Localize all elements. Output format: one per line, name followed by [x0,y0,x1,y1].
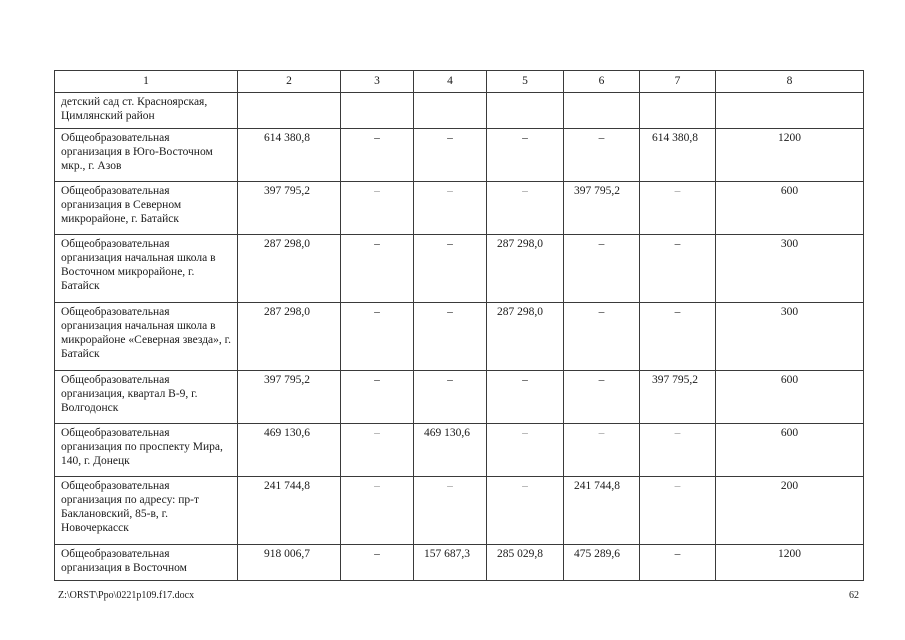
cell-value: 475 289,6 [564,545,640,581]
table-header-row [55,71,864,93]
cell-value: 600 [716,182,864,235]
row-name: Общеобразовательная организация, квартал В-9, г. Волгодонск [55,371,238,424]
cell-value: – [640,182,716,235]
cell-value: 200 [716,477,864,545]
cell-value: – [414,182,487,235]
column-header: 2 [238,71,341,93]
cell-value: 300 [716,303,864,371]
column-header: 7 [640,71,716,93]
cell-value: 918 006,7 [238,545,341,581]
cell-value [640,93,716,129]
cell-value: – [640,424,716,477]
cell-value [487,93,564,129]
cell-value: – [341,371,414,424]
cell-value: 287 298,0 [487,303,564,371]
cell-value [716,93,864,129]
cell-value: 600 [716,424,864,477]
row-name: Общеобразовательная организация по проспекту Мира, 140, г. Донецк [55,424,238,477]
row-name: Общеобразовательная организация начальная школа в Восточном микрорайоне, г. Батайск [55,235,238,303]
column-header: 6 [564,71,640,93]
row-name: Общеобразовательная организация начальная школа в микрорайоне «Северная звезда», г. Батайск [55,303,238,371]
column-header: 4 [414,71,487,93]
cell-value: – [414,303,487,371]
column-header: 1 [55,71,238,93]
cell-value: – [564,303,640,371]
table-row [55,371,864,424]
cell-value: 614 380,8 [640,129,716,182]
cell-value: – [414,371,487,424]
footer-file-path: Z:\ORST\Ppo\0221p109.f17.docx [58,590,195,601]
cell-value: – [487,129,564,182]
cell-value: 157 687,3 [414,545,487,581]
cell-value: – [487,182,564,235]
cell-value: 614 380,8 [238,129,341,182]
cell-value: 287 298,0 [238,235,341,303]
cell-value: – [414,129,487,182]
cell-value: 469 130,6 [414,424,487,477]
table-row [55,235,864,303]
cell-value: 300 [716,235,864,303]
cell-value: 285 029,8 [487,545,564,581]
table-row [55,477,864,545]
column-header: 8 [716,71,864,93]
cell-value: 397 795,2 [238,371,341,424]
table-row [55,424,864,477]
cell-value [564,93,640,129]
cell-value [341,93,414,129]
row-name: Общеобразовательная организация в Восточном [55,545,238,581]
column-header: 3 [341,71,414,93]
cell-value: – [564,129,640,182]
cell-value: – [640,303,716,371]
cell-value: – [341,424,414,477]
cell-value: – [564,235,640,303]
table-row [55,93,864,129]
cell-value: 1200 [716,129,864,182]
cell-value: – [341,477,414,545]
cell-value: – [487,424,564,477]
table-row [55,303,864,371]
cell-value: – [341,235,414,303]
row-name: Общеобразовательная организация по адресу: пр-т Баклановский, 85-в, г. Новочеркасск [55,477,238,545]
cell-value: 241 744,8 [564,477,640,545]
cell-value: 397 795,2 [564,182,640,235]
cell-value: – [414,235,487,303]
cell-value: 1200 [716,545,864,581]
cell-value: 241 744,8 [238,477,341,545]
cell-value: – [564,424,640,477]
table-row [55,129,864,182]
cell-value [238,93,341,129]
cell-value: – [341,303,414,371]
table-row [55,545,864,581]
row-name: Общеобразовательная организация в Юго-Восточном мкр., г. Азов [55,129,238,182]
cell-value: – [487,371,564,424]
cell-value: 397 795,2 [640,371,716,424]
cell-value: – [487,477,564,545]
cell-value: 397 795,2 [238,182,341,235]
cell-value: – [414,477,487,545]
cell-value: 287 298,0 [487,235,564,303]
cell-value: – [341,545,414,581]
page-number: 62 [849,590,859,601]
cell-value: – [341,182,414,235]
cell-value: – [640,545,716,581]
cell-value: 600 [716,371,864,424]
cell-value [414,93,487,129]
cell-value: – [341,129,414,182]
cell-value: – [564,371,640,424]
data-table [54,70,864,581]
table-row [55,182,864,235]
cell-value: 469 130,6 [238,424,341,477]
cell-value: – [640,477,716,545]
row-name: Общеобразовательная организация в Северном микрорайоне, г. Батайск [55,182,238,235]
cell-value: 287 298,0 [238,303,341,371]
column-header: 5 [487,71,564,93]
cell-value: – [640,235,716,303]
row-name: детский сад ст. Красноярская, Цимлянский район [55,93,238,129]
